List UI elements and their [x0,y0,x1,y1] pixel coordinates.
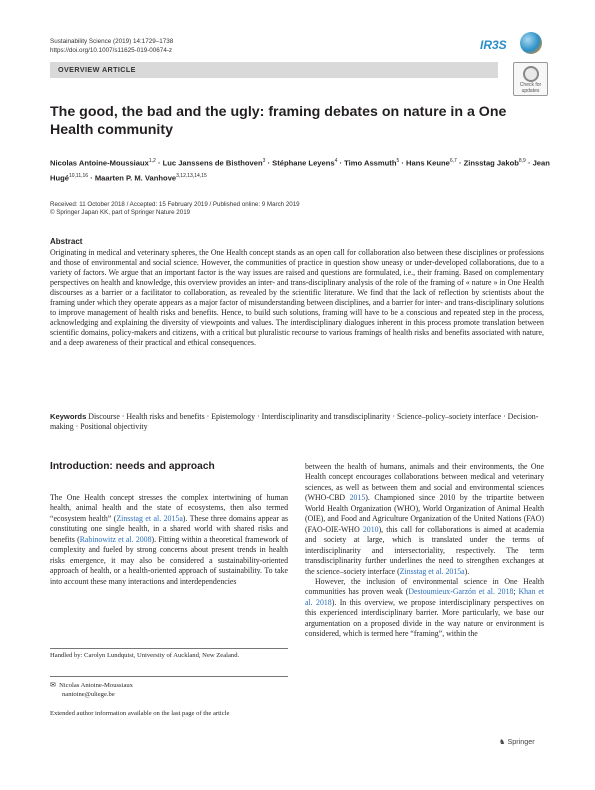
extended-info-note: Extended author information available on the last page of the article [50,710,230,717]
logo-text: IR3S [480,38,507,52]
citation-link[interactable]: Zinsstag et al. 2015a [399,566,465,576]
corresponding-email[interactable]: nantoine@uliege.be [62,690,115,698]
author-name[interactable]: Timo Assmuth [344,158,397,168]
publisher-name: Springer [507,737,535,746]
article-title: The good, the bad and the ugly: framing debates on nature in a One Health community [50,104,507,138]
citation-link[interactable]: 2010 [362,524,379,534]
affiliation-marker: 10,11,16 [68,173,89,180]
check-updates-icon [523,66,539,82]
keywords [50,412,544,433]
envelope-icon: ✉ [50,681,56,689]
affiliation-marker: 8,9 [518,158,526,164]
check-for-updates-button[interactable] [513,62,548,96]
keywords-text: Discourse · Health risks and benefits · Epistemology · Interdisciplinarity and transdisciplinarity · Science–policy–society interface · Decision-making · Positional objectivity [50,412,539,432]
history-dates: Received: 11 October 2018 / Accepted: 15 February 2019 / Published online: 9 March 2019 [50,201,300,208]
ir3s-logo [478,30,548,56]
section-heading: Introduction: needs and approach [50,461,215,472]
author-name[interactable]: Luc Janssens de Bisthoven [162,158,263,168]
intro-paragraph-2: between the health of humans, animals and their environments, the One Health concept encourages collaborations between medical and veterinary sciences, as well as between them and social and environmental sciences (WHO-CBD 2015). Championed since 2010 by the tripartite between World Health Organization (WHO), World Organization of Animal Health (OIE), and Food and Agriculture Organization of the United Nations (FAO) (FAO-OIE-WHO 2010), this call for collaborations is aimed at academia and society at large, which is translated under the terms of interdisciplinarity and intersectoriality, respectively. The term transdisciplinarity further underlines the need to strengthen exchanges at the science–society interface (Zinsstag et al. 2015a). However, the inclusion of environmental science in One Health communities has proven weak (Destoumieux-Garzón et al. 2018; Khan et al. 2018). In this overview, we propose interdisciplinary perspectives on this experienced interdisciplinary barrier. More particularly, we base our argumentation on a proposed divide in the way nature or environment is considered, which is termed here “framing”, within the [305,462,545,639]
intro-paragraph-1: The One Health concept stresses the complex intertwining of human health, animal health and the state of ecosystems, then also termed “ecosystem health” (Zinsstag et al. 2015a). These three domains appear as constituting one single health, in a shared world with shared risks and benefits (Rabinowitz et al. 2008). Fitting within a theoretical framework of complexity and fueled by strong concerns about present trends in health risks emergence, it may also be considered a sustainability-oriented approach of health, or a health-oriented approach of sustainability. To take into account these many interactions and interdependencies [50,493,289,586]
citation-link[interactable]: Zinsstag et al. 2015a [116,513,183,523]
citation-link[interactable]: 2015 [349,493,366,503]
article-type-label: OVERVIEW ARTICLE [58,65,136,74]
keywords-label: Keywords [50,412,87,421]
author-name[interactable]: Stéphane Leyens [272,158,335,168]
abstract-heading: Abstract [50,237,83,246]
footnote-divider [50,648,288,649]
check-updates-label: Check for updates [519,82,542,94]
journal-citation [50,37,173,55]
doi-link[interactable]: https://doi.org/10.1007/s11625-019-00674-z [50,47,173,54]
author-name[interactable]: Zinsstag Jakob [463,158,519,168]
author-name[interactable]: Hans Keune [406,158,450,168]
citation-link[interactable]: Khan et al. 2018 [305,587,545,607]
globe-icon [520,32,542,54]
author-name[interactable]: Nicolas Antoine-Moussiaux [50,158,149,168]
corresponding-author [50,681,288,700]
journal-line: Sustainability Science (2019) 14:1729–1738 [50,38,174,45]
handled-by-note: Handled by: Carolyn Lundquist, University of Auckland, New Zealand. [50,652,240,659]
copyright: © Springer Japan KK, part of Springer Nature 2019 [50,209,191,217]
footnote-divider [50,676,288,677]
article-dates [50,201,300,218]
author-name[interactable]: Maarten P. M. Vanhove [94,173,177,183]
author-name[interactable]: Jean Hugé [50,158,550,183]
author-list: Nicolas Antoine-Moussiaux$^{1,2}$ · Luc Janssens de Bisthoven$^3$ · Stéphane Leyens$^4$ · Timo Assmuth$^5$ · Hans Keune$^{6,7}$ · Zinsstag Jakob$^{8,9}$ · Jean Hugé$^{10,11,16}$ · Maarten P. M. Vanhove$^{3,12,13,14,15}$ [50,158,550,183]
affiliation-marker: 4 [334,158,338,164]
springer-horse-icon: ♞ [499,737,506,746]
affiliation-marker: 3 [262,158,266,164]
intro-paragraph-3: However, the inclusion of environmental science in One Health communities has proven weak (Destoumieux-Garzón et al. 2018; Khan et al. 2018). In this overview, we propose interdisciplinary perspectives on this experienced interdisciplinary barrier. More particularly, we base our argumentation on a proposed divide in the way nature or environment is considered, which is termed here “framing”, within the [305,576,545,639]
corresponding-name: Nicolas Antoine-Moussiaux [59,682,133,689]
abstract-text: Originating in medical and veterinary spheres, the One Health concept stands as an open call for collaboration also between these disciplines or professions and those of environmental and social science. However, the communities of practice in question show uneasy or under-developed collaborations, due to a variety of factors. We argue that an important factor is the way issues are raised and questions are formulated, i.e., their framing. Based on complementary perspectives on health and knowledge, this overview provides an inter- and trans-disciplinary analysis of the role of the framing of « nature » in One Health discourses as a barrier or a facilitator to collaboration, as revealed by the scientific literature. We find that the lack of reflection by scientists about the framing under which they operate appears as a major factor of misunderstanding between disciplines, and a barrier for inter- and trans-disciplinary solutions to improve management of health risks and benefits. Hence, to build such solutions, framing will have to be a conscious and repeated step in the process, acknowledging and explaining the diversity of viewpoints and values. The interdisciplinary dialogues inherent in this process promote translation between scientific domains, policy-makers and citizens, with a critical but pluralistic recourse to various framings of health risks and benefits associated with nature, and a deep awareness of their practical and ethical consequences. [50,248,544,348]
affiliation-marker: 5 [396,158,400,164]
article-type-banner [50,62,498,78]
publisher-logo [499,737,535,746]
citation-link[interactable]: Rabinowitz et al. 2008 [79,534,152,544]
affiliation-marker: 3,12,13,14,15 [176,173,207,180]
affiliation-marker: 1,2 [148,158,156,164]
affiliation-marker: 6,7 [449,158,457,164]
citation-link[interactable]: Destoumieux-Garzón et al. 2018 [408,587,514,597]
